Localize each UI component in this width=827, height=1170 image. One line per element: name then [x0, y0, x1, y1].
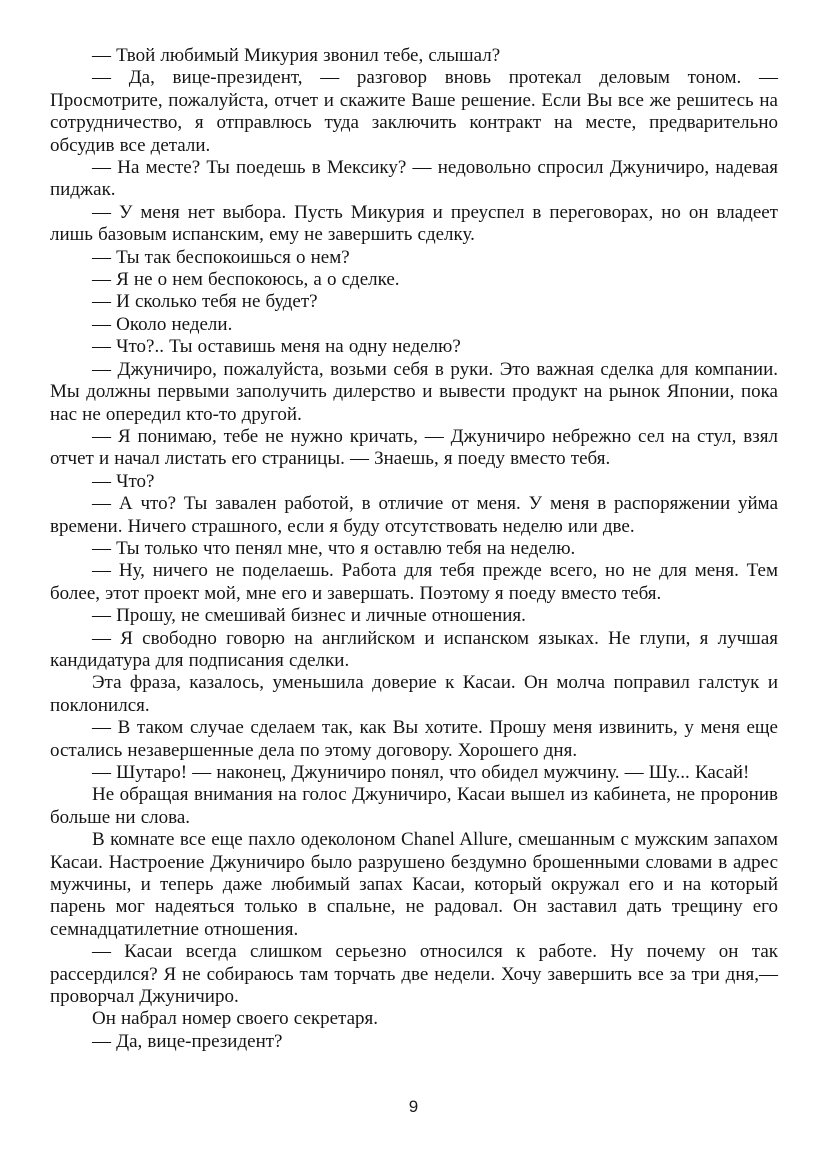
paragraph: — И сколько тебя не будет? [92, 291, 318, 313]
paragraph: — Ты только что пенял мне, что я оставлю тебя на неделю. [92, 537, 576, 559]
paragraph: — Джуничиро, пожалуйста, возьми себя в руки. Это важная сделка для компании. Мы должны первыми заполучить дилерство и вывести продукт на рынок Японии, пока нас не опередил кто-то другой. [50, 358, 778, 425]
paragraph: — Да, вице-президент? [92, 1030, 283, 1052]
paragraph: — У меня нет выбора. Пусть Микурия и преуспел в переговорах, но он владеет лишь базовым испанским, ему не завершить сделку. [50, 201, 778, 246]
paragraph: — На месте? Ты поедешь в Мексику? — недовольно спросил Джуничиро, надевая пиджак. [50, 157, 778, 201]
paragraph: — В таком случае сделаем так, как Вы хотите. Прошу меня извинить, у меня еще остались незавершенные дела по этому договору. Хорошего дня. [50, 717, 778, 761]
paragraph: — Твой любимый Микурия звонил тебе, слышал? [92, 45, 501, 66]
paragraph: — Касаи всегда слишком серьезно относился к работе. Ну почему он так рассердился? Я не собираюсь там торчать две недели. Хочу завершить все за три дня,— проворчал Джуничиро. [50, 941, 778, 1008]
paragraph: — А что? Ты завален работой, в отличие от меня. У меня в распоряжении уйма времени. Ничего страшного, если я буду отсутствовать неделю или две. [50, 493, 778, 537]
paragraph: — Прошу, не смешивай бизнес и личные отношения. [92, 605, 526, 627]
paragraph: В комнате все еще пахло одеколоном Chanel Allure, смешанным с мужским запахом Касаи. Настроение Джуничиро было разрушено бездумно брошенными словами в адрес мужчины, и теперь даже любимый запах Касаи, который окружал его и на который парень мог надеяться только в спальне, не радовал. Он заставил дать трещину его семнадцатилетние отношения. [50, 829, 778, 940]
paragraph: Он набрал номер своего секретаря. [92, 1008, 379, 1030]
paragraph: — Что? [92, 470, 155, 492]
paragraph: — Шутаро! — наконец, Джуничиро понял, что обидел мужчину. — Шу... Касай! [92, 762, 750, 783]
paragraph: — Ты так беспокоишься о нем? [92, 246, 350, 268]
paragraph: — Около недели. [92, 313, 233, 335]
paragraph: Не обращая внимания на голос Джуничиро, Касаи вышел из кабинета, не проронив больше ни слова. [50, 784, 778, 828]
paragraph: — Да, вице-президент, — разговор вновь протекал деловым тоном. — Просмотрите, пожалуйста, отчет и скажите Ваше решение. Если Вы все же решитесь на сотрудничество, я отправлюсь туда заключить контракт на месте, предварительно обсудив все детали. [50, 67, 778, 156]
paragraph: — Я свободно говорю на английском и испанском языках. Не глупи, я лучшая кандидатура для подписания сделки. [50, 627, 778, 671]
paragraph: — Я понимаю, тебе не нужно кричать, — Джуничиро небрежно сел на стул, взял отчет и начал листать его страницы. — Знаешь, я поеду вместо тебя. [50, 425, 778, 470]
text-block [50, 45, 778, 1053]
paragraph: — Я не о нем беспокоюсь, а о сделке. [92, 269, 400, 291]
paragraph: — Ну, ничего не поделаешь. Работа для тебя прежде всего, но не для меня. Тем более, этот проект мой, мне его и завершать. Поэтому я поеду вместо тебя. [50, 560, 778, 604]
paragraph: — Что?.. Ты оставишь меня на одну неделю? [92, 336, 461, 358]
paragraph: Эта фраза, казалось, уменьшила доверие к Касаи. Он молча поправил галстук и поклонился. [50, 672, 778, 716]
page-number: 9 [408, 1097, 419, 1116]
